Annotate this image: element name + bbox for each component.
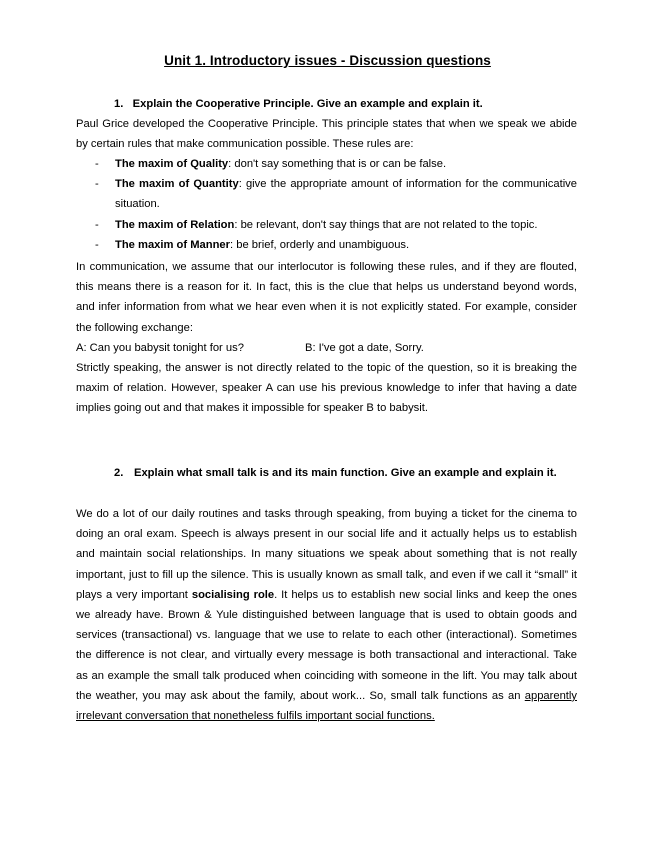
- maxims-list: [95, 154, 577, 255]
- page-title: Unit 1. Introductory issues - Discussion questions: [164, 53, 491, 68]
- list-dash: -: [95, 218, 99, 231]
- question-1-heading: [114, 94, 483, 114]
- example-exchange: [76, 338, 577, 358]
- paragraph-text: We do a lot of our daily routines and tasks through speaking, from buying a ticket for the cinema to doing an oral exam. Speech is always present in our social life and it actually helps us to establish and maintain social relationships. In many situations we speak about something that is not really important, just to fill up the silence. This is usually known as small talk, and even if we call it “small” it plays a very important: [76, 508, 577, 601]
- paragraph-text: . It helps us to establish new social links and keep the ones we already have. Brown & Yule distinguished between language that is used to obtain goods and services (transactional) vs. language that we use to relate to each other (interactional). Sometimes the difference is not clear, and virtually every message is both transactional and interactional. Take as an example the small talk produced when coinciding with someone in the lift. You may talk about the weather, you may ask about the family, about work... So, small talk functions as an: [76, 588, 577, 702]
- maxim-description: : be relevant, don't say things that are not related to the topic.: [234, 218, 538, 231]
- maxim-name: The maxim of Relation: [115, 218, 235, 231]
- question-2-paragraph: [76, 504, 577, 726]
- question-2-text: Explain what small talk is and its main function. Give an example and explain it.: [134, 467, 557, 479]
- maxim-description: : be brief, orderly and unambiguous.: [230, 238, 410, 251]
- maxim-quality: [95, 154, 577, 174]
- maxim-name: The maxim of Quality: [115, 158, 229, 170]
- speaker-b-line: B: I've got a date, Sorry.: [305, 342, 424, 354]
- maxim-name: The maxim of Quantity: [115, 178, 239, 191]
- question-2-number: 2.: [114, 467, 124, 479]
- maxim-description: : don't say something that is or can be false.: [228, 158, 447, 170]
- speaker-a-line: A: Can you babysit tonight for us?: [76, 342, 244, 354]
- maxim-relation: [95, 215, 577, 235]
- maxim-description: : give the appropriate amount of information for the communicative situation.: [115, 178, 577, 211]
- question-1-intro: Paul Grice developed the Cooperative Principle. This principle states that when we speak we abide by certain rules that make communication possible. These rules are:: [76, 118, 577, 151]
- list-dash: -: [95, 178, 99, 191]
- list-dash: -: [95, 238, 99, 251]
- question-1-paragraph-3: Strictly speaking, the answer is not directly related to the topic of the question, so it is breaking the maxim of relation. However, speaker A can use his previous knowledge to infer that having a date implies going out and that makes it impossible for speaker B to babysit.: [76, 362, 577, 415]
- question-1-paragraph-2: In communication, we assume that our interlocutor is following these rules, and if they are flouted, this means there is a reason for it. In fact, this is the clue that helps us understand beyond words, and infer information from what we hear even when it is not explicitly stated. For example, consider the following exchange:: [76, 261, 577, 334]
- maxim-name: The maxim of Manner: [115, 238, 231, 251]
- paragraph-underlined-text: apparently irrelevant conversation that nonetheless fulfils important social functions.: [76, 689, 577, 723]
- question-1-text: Explain the Cooperative Principle. Give an example and explain it.: [132, 98, 483, 110]
- maxim-manner: [95, 235, 577, 255]
- question-1-number: 1.: [114, 98, 124, 110]
- question-2-heading: [114, 463, 577, 483]
- paragraph-bold-text: socialising role: [191, 588, 275, 601]
- list-dash: -: [95, 158, 99, 170]
- maxim-quantity: [95, 174, 577, 214]
